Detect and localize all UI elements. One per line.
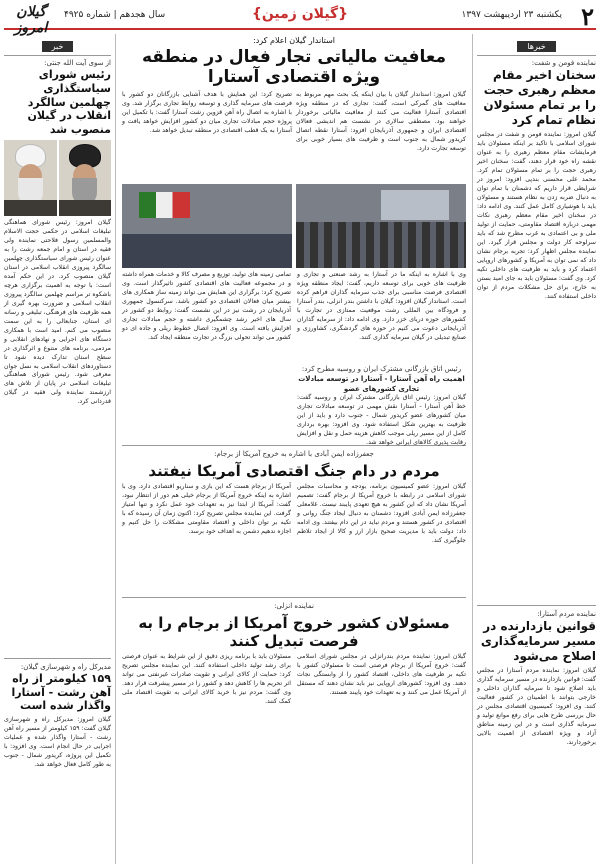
clerics-photo (4, 140, 111, 216)
divider (4, 658, 111, 659)
article-body: گیلان امروز: نماینده مردم آستارا در مجلس گفت: قوانین بازدارنده در مسیر سرمایه گذاری باید اصلاح شود تا سرمایه گذاران داخلی و خارجی بتوانند با اطمینان در کشور فعالیت کنند. وی افزود: کمیسیون اقتصادی مجلس در حال بررسی طرح هایی برای رفع موانع تولید و سرمایه گذاری است و در این زمینه مناطق آزاد و ویژه اقتصادی از اهمیت بالایی برخوردارند. (477, 667, 596, 746)
article-body: گیلان امروز: عضو کمیسیون برنامه، بودجه و محاسبات مجلس شورای اسلامی در رابطه با خروج آمریکا از برجام گفت: تصمیم آمریکا نشان داد که این کشور به هیچ تعهدی پایبند نیست. غلامعلی جعفرزاده ایمن آبادی افزود: دشمنان به دنبال ایجاد جنگ روانی و اقتصادی در کشور هستند و مردم نباید در این دام بیفتند. وی ادامه داد: دولت باید با مدیریت صحیح بازار ارز و کالا از ایجاد تلاطم جلوگیری کند. (297, 483, 466, 544)
cleric-portrait (59, 140, 112, 216)
article-kicker: از سوی آیت الله جنتی: (44, 59, 111, 67)
section-title-text: گیلان زمین (261, 6, 339, 22)
article-headline[interactable]: قوانین بازدارنده در مسیر سرمایه‌گذاری اصلاح می‌شود (480, 619, 596, 663)
article-headline[interactable]: مسئولان کشور خروج آمریکا از برجام را به فرصت تبدیل کنند (138, 614, 450, 650)
article-body: گیلان امروز: نماینده مردم بندرانزلی در مجلس شورای اسلامی گفت: خروج آمریکا از برجام فرصتی است تا مسئولان کشور با تکیه بر ظرفیت های داخلی، اقتصاد کشور را از وابستگی نجات دهند. وی افزود: کشورهای اروپایی نیز باید نشان دهند که مستقل از آمریکا عمل می کنند و به تعهدات خود پایبند هستند. (297, 653, 466, 696)
divider (122, 597, 466, 598)
article-body: گیلان امروز: رئیس شورای هماهنگی تبلیغات اسلامی در حکمی حجت الاسلام والمسلمین رسول فلاحتی نماینده ولی فقیه در استان و امام جمعه رشت را به عنوان رئیس شورای سیاستگذاری چهلمین سالگرد پیروزی انقلاب اسلامی در استان گیلان منصوب کرد. در این حکم آمده است: با توجه به اهمیت برگزاری هرچه باشکوه تر مراسم چهلمین سالگرد پیروزی انقلاب اسلامی و ضرورت بهره گیری از همه ظرفیت های فرهنگی، تبلیغی و رسانه ای استان، جنابعالی را به این سمت منصوب می کنم. امید است با همکاری دستگاه های اجرایی و نهادهای انقلابی و مردمی، برنامه های متنوع و اثرگذاری در سطح استان تدارک دیده شود تا دستاوردهای انقلاب اسلامی به نسل جوان معرفی شود. رئیس شورای هماهنگی تبلیغات اسلامی در پایان از تلاش های ارزشمند نماینده ولی فقیه در گیلان قدردانی کرد. (4, 218, 111, 406)
newspaper-logo: گیلان امروز (14, 4, 48, 36)
issue-date: یکشنبه ۲۳ اردیبهشت ۱۳۹۷ (461, 10, 562, 20)
article-kicker: نماینده انزلی: (274, 602, 314, 610)
lead-body-top (122, 91, 466, 181)
article-headline[interactable]: سخنان اخیر مقام معظم رهبری حجت را بر تمام مسئولان نظام تمام کرد (483, 68, 596, 127)
article-kicker: مدیرکل راه و شهرسازی گیلان: (20, 662, 111, 671)
main-column (122, 34, 466, 864)
article-headline[interactable]: رئیس شورای سیاستگذاری چهلمین سالگرد انقلاب در گیلان منصوب شد (27, 68, 111, 136)
conference-panel-photo (122, 184, 292, 268)
article-columns (122, 653, 466, 813)
left-column (4, 34, 116, 864)
cleric-portrait (4, 140, 57, 216)
page-number: ۲ (581, 2, 594, 31)
flags-icon (139, 192, 190, 218)
inner-kicker: رئیس اتاق بازرگانی مشترک ایران و روسیه مطرح کرد: (301, 365, 462, 373)
article-body: گیلان امروز: مدیرکل راه و شهرسازی گیلان گفت: ۱۵۹ کیلومتر از مسیر راه آهن رشت - آستارا واگذار شده و عملیات اجرایی در حال انجام است. وی افزود: با تکمیل این پروژه، کریدور شمال - جنوب به طور کامل فعال خواهد شد. (4, 716, 112, 768)
lead-kicker: استاندار گیلان اعلام کرد: (253, 36, 335, 45)
section-title: {گیلان زمین} (251, 6, 349, 22)
page-header (4, 2, 596, 36)
article-body: گیلان امروز: استاندار گیلان با بیان اینکه یک بحث مهم مربوط به معافیت های گمرکی است، گفت: تجاری که در منطقه ویژه اقتصادی آستارا فعالیت می کنند از معافیت مالیاتی برخوردار خواهند بود. مصطفی سالاری در نشست هم اندیشی فعالان اقتصادی ایران و جمهوری آذربایجان افزود: آستارا نقطه اتصال کریدور شمال به جنوب است و ظرفیت های بسیار خوبی برای توسعه تجارت دارد. (296, 91, 466, 152)
article-body: مسئولان باید با برنامه ریزی دقیق از این شرایط به عنوان فرصتی برای رشد تولید داخلی استفاده کنند. این نماینده مجلس تصریح کرد: حمایت از کالای ایرانی و تقویت صادرات غیرنفتی می تواند اثر تحریم ها را کاهش دهد و کشور را در مسیر پیشرفت قرار دهد. وی گفت: مردم نیز با خرید کالای ایرانی به تقویت اقتصاد ملی کمک کنند. (122, 653, 291, 705)
article-body: آمریکا از برجام هست که این بازی و سناریو اقتصادی دارد. وی با اشاره به اینکه خروج آمریکا از برجام خیلی هم دور از انتظار نبود، گفت: آمریکا از ابتدا نیز به تعهدات خود عمل نکرد و تنها امتیاز گرفت. این نماینده مجلس تصریح کرد: اکنون زمان آن رسیده که با تکیه بر توان داخلی و اقتصاد مقاومتی مشکلات را حل کنیم و اجازه ندهیم دشمن به اهداف خود برسد. (122, 483, 291, 535)
article-kicker: جعفرزاده ایمن آبادی با اشاره به خروج آمریکا از برجام: (214, 450, 374, 458)
lead-body-bottom (122, 271, 466, 447)
divider (477, 605, 596, 606)
issue-number: سال هجدهم | شماره ۴۹۲۵ (64, 10, 166, 20)
article-headline[interactable]: ۱۵۹ کیلومتر از راه آهن رشت - آستارا واگذار شده است (11, 671, 111, 713)
lead-headline[interactable]: معافیت مالیاتی تجار فعال در منطقه ویژه اقتصادی آستارا (141, 47, 447, 87)
column-tag: خبرها (517, 41, 555, 52)
article-kicker: نماینده فومن و شفت: (531, 59, 596, 67)
article-body: تصریح کرد: این همایش با هدف آشنایی بازرگانان دو کشور با فرصت های سرمایه گذاری و توسعه روابط تجاری برگزار شد. وی با اشاره به اتصال راه آهن قزوین رشت آستارا گفت: با تکمیل این پروژه حجم مبادلات تجاری میان دو کشور افزایش خواهد یافت و آستارا به یک قطب اقتصادی در منطقه تبدیل خواهد شد. (122, 91, 292, 134)
right-column (472, 34, 596, 864)
article-kicker: نماینده مردم آستارا: (537, 610, 596, 618)
article-body: وی با اشاره به اینکه ما در آستارا به رشد صنعتی و تجاری و ظرفیت های خوبی برای توسعه داریم، گفت: ایجاد منطقه ویژه اقتصادی فرصت مناسبی برای جذب سرمایه گذاران فراهم کرده است. استاندار گیلان افزود: گیلان با داشتن بندر انزلی، بندر آستارا و فرودگاه بین المللی رشت موقعیت ممتازی در تجارت با کشورهای حوزه دریای خزر دارد. وی ادامه داد: از سرمایه گذاران آذربایجانی دعوت می کنیم در حوزه های گردشگری، کشاورزی و صنایع تبدیلی در گیلان سرمایه گذاری کنند. (297, 271, 466, 341)
conference-audience-photo (296, 184, 466, 268)
article-headline[interactable]: مردم در دام جنگ اقتصادی آمریکا نیفتند (148, 462, 440, 480)
article-body: گیلان امروز: رئیس اتاق بازرگانی مشترک ایران و روسیه گفت: خط آهن آستارا - آستارا نقش مهمی در توسعه مبادلات تجاری میان کشورهای عضو کریدور شمال - جنوب دارد و باید از این ظرفیت به بهترین شکل استفاده شود. وی افزود: بهره برداری کامل از این مسیر ریلی موجب کاهش هزینه حمل و نقل و افزایش رقابت پذیری کالاهای ایرانی خواهد شد. (297, 394, 466, 447)
article-body: گیلان امروز: نماینده فومن و شفت در مجلس شورای اسلامی با تاکید بر اینکه مسئولان باید فرمایشات مقام معظم رهبری را به عنوان نقشه راه خود قرار دهند، گفت: سخنان اخیر رهبری حجت را بر تمام مسئولان تمام کرد. محمد علی محسنی بندپی افزود: امروز در شرایطی قرار داریم که دشمنان با تمام توان به دنبال ضربه زدن به نظام هستند و مسئولان باید با هوشیاری کامل عمل کنند. وی ادامه داد: در سخنان اخیر مقام معظم رهبری نکات مهمی درباره اقتصاد مقاومتی، حمایت از تولید ملی و بی اعتمادی به غرب مطرح شد که باید سرلوحه کار دولت و مجلس قرار گیرد. این نماینده مجلس اظهار کرد: تجربه برجام نشان داد که نمی توان به آمریکا و کشورهای اروپایی اعتماد کرد و باید به ظرفیت های داخلی تکیه کرد. وی گفت: مسئولان باید به جای امید بستن به خارج، برای حل مشکلات مردم از توان داخلی استفاده کنند. (477, 131, 596, 300)
lead-photos (122, 184, 466, 268)
article-columns (122, 483, 466, 593)
column-tag: خبر (42, 41, 74, 52)
inner-headline[interactable]: اهمیت راه آهن آستارا - آستارا در توسعه مبادلات تجاری کشورهای عضو (298, 375, 465, 394)
article-body: تمامی زمینه های تولید، توزیع و مصرف کالا و خدمات همراه داشته و در مجموعه فعالیت های اقتصادی کشور تاثیرگذار است. وی تصریح کرد: برگزاری این همایش می تواند زمینه ساز همکاری های بیشتر میان فعالان اقتصادی دو کشور باشد. سرکنسول جمهوری آذربایجان در رشت نیز در این نشست گفت: روابط دو کشور در سال های اخیر رشد چشمگیری داشته و حجم مبادلات تجاری افزایش یافته است. وی افزود: اتصال خطوط ریلی و جاده ای دو کشور می تواند تحولی بزرگ در تجارت منطقه ایجاد کند. (122, 271, 291, 341)
